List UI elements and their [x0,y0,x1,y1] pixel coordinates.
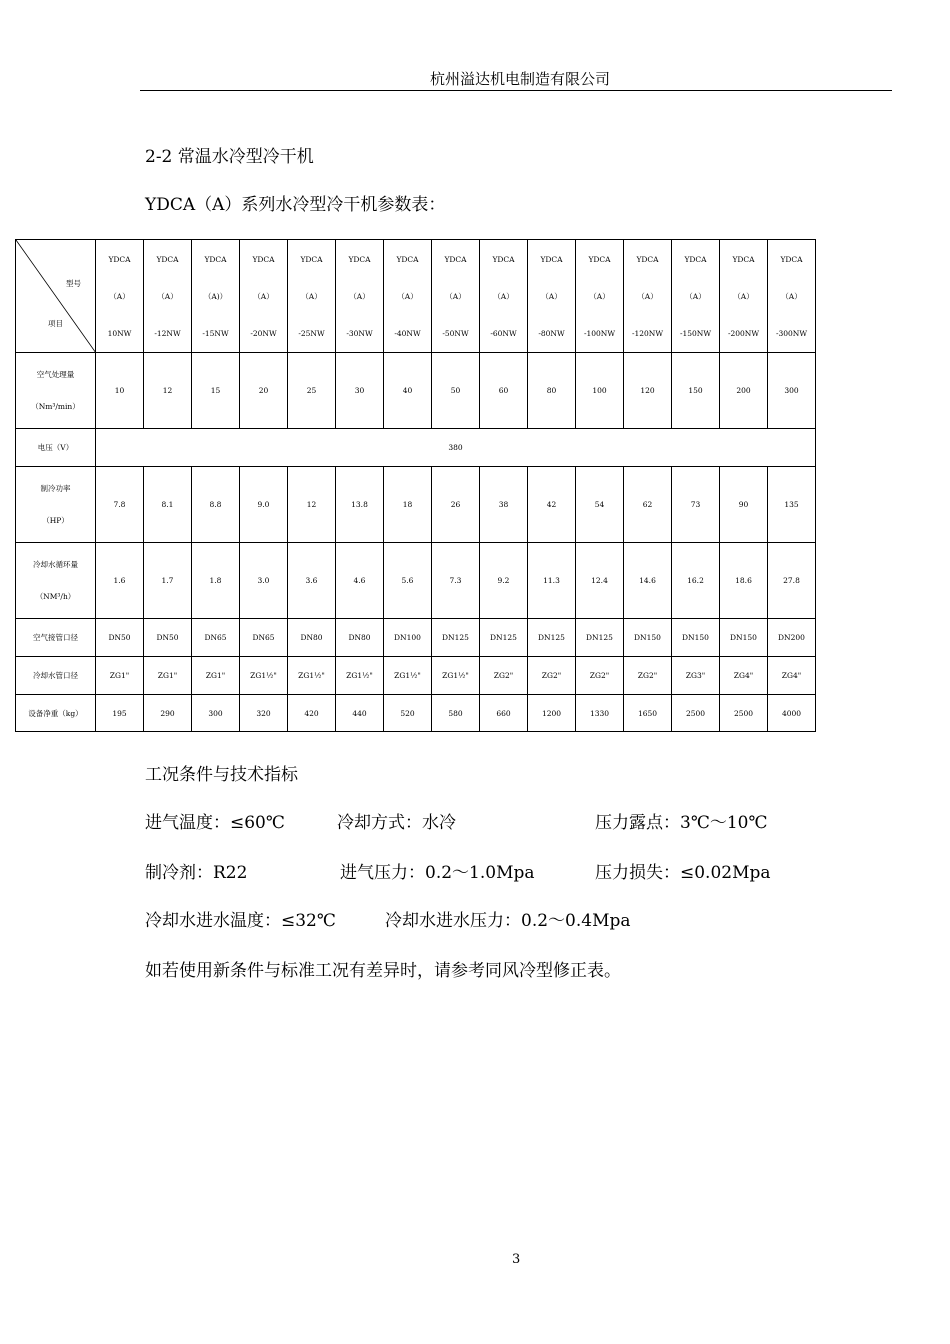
water-flow-row [16,543,816,619]
water-pipe-label: 冷却水管口径 [16,657,96,695]
weight-cell: 660 [480,695,528,732]
water-flow-label [16,543,96,619]
inlet-temp: 进气温度：≤60℃ [145,813,285,833]
model-cell [144,240,192,353]
water-flow-cell: 1.6 [96,543,144,619]
model-l3: -30NW [346,328,373,338]
air-pipe-cell: DN65 [240,619,288,657]
air-pipe-cell: DN65 [192,619,240,657]
water-pipe-cell: ZG1½" [336,657,384,695]
air-pipe-cell: DN50 [144,619,192,657]
model-l3: -12NW [154,328,181,338]
company-name: 杭州溢达机电制造有限公司 [430,70,611,88]
water-flow-cell: 3.6 [288,543,336,619]
air-flow-cell: 25 [288,353,336,429]
water-pipe-cell: ZG1" [144,657,192,695]
corner-header-cell [16,240,96,353]
cooling-power-cell: 38 [480,467,528,543]
water-inlet-temp: 冷却水进水温度：≤32℃ [145,911,336,931]
water-pipe-cell: ZG2" [624,657,672,695]
air-pipe-row [16,619,816,657]
air-pipe-cell: DN150 [720,619,768,657]
weight-cell: 440 [336,695,384,732]
water-pipe-cell: ZG1½" [240,657,288,695]
model-l1: YDCA [204,254,227,264]
air-flow-cell: 80 [528,353,576,429]
model-cell [624,240,672,353]
model-cell [528,240,576,353]
model-l2: （A） [589,291,610,301]
water-flow-cell: 16.2 [672,543,720,619]
model-l2: （A） [445,291,466,301]
cooling-power-label-1: 制冷功率 [40,483,71,493]
water-flow-cell: 1.8 [192,543,240,619]
cooling-power-row [16,467,816,543]
model-cell [768,240,816,353]
air-flow-cell: 120 [624,353,672,429]
water-flow-label-1: 冷却水循环量 [33,559,78,569]
refrigerant: 制冷剂：R22 [145,863,248,883]
model-l2: （A)） [203,291,228,301]
water-flow-cell: 18.6 [720,543,768,619]
cooling-method: 冷却方式：水冷 [337,813,456,833]
weight-cell: 1330 [576,695,624,732]
water-flow-cell: 1.7 [144,543,192,619]
model-l1: YDCA [780,254,803,264]
model-cell [336,240,384,353]
weight-cell: 4000 [768,695,816,732]
conditions-line-2 [145,858,845,882]
weight-row [16,695,816,732]
water-flow-cell: 4.6 [336,543,384,619]
model-l1: YDCA [156,254,179,264]
water-inlet-pressure: 冷却水进水压力：0.2～0.4Mpa [385,911,631,931]
water-pipe-cell: ZG3" [672,657,720,695]
cooling-power-cell: 13.8 [336,467,384,543]
weight-label: 设备净重（kg） [16,695,96,732]
model-l1: YDCA [396,254,419,264]
water-flow-cell: 14.6 [624,543,672,619]
cooling-power-cell: 7.8 [96,467,144,543]
model-l2: （A） [781,291,802,301]
model-l3: -100NW [583,328,616,338]
water-pipe-cell: ZG2" [576,657,624,695]
page-header [140,68,892,91]
conditions-line-3 [145,906,845,930]
page-number: 3 [512,1252,521,1267]
conditions-title: 工况条件与技术指标 [145,765,298,785]
weight-cell: 1200 [528,695,576,732]
cooling-power-cell: 8.8 [192,467,240,543]
air-pipe-cell: DN125 [576,619,624,657]
voltage-value: 380 [96,429,816,467]
cooling-power-cell: 73 [672,467,720,543]
air-flow-cell: 100 [576,353,624,429]
model-l1: YDCA [108,254,131,264]
model-l3: -150NW [679,328,712,338]
cooling-power-label [16,467,96,543]
model-l2: （A） [301,291,322,301]
pressure-loss: 压力损失：≤0.02Mpa [595,863,771,883]
model-cell [96,240,144,353]
weight-cell: 2500 [672,695,720,732]
air-flow-cell: 20 [240,353,288,429]
air-pipe-label: 空气接管口径 [16,619,96,657]
model-cell [480,240,528,353]
air-flow-cell: 40 [384,353,432,429]
air-flow-cell: 150 [672,353,720,429]
water-pipe-cell: ZG1½" [288,657,336,695]
air-flow-row [16,353,816,429]
cooling-power-cell: 26 [432,467,480,543]
model-cell [576,240,624,353]
model-row [16,240,816,353]
air-pipe-cell: DN125 [528,619,576,657]
model-l1: YDCA [492,254,515,264]
water-flow-label-2: （NM³/h） [35,591,76,601]
water-flow-cell: 11.3 [528,543,576,619]
model-cell [672,240,720,353]
water-pipe-cell: ZG4" [720,657,768,695]
water-flow-cell: 5.6 [384,543,432,619]
water-flow-cell: 3.0 [240,543,288,619]
air-pipe-cell: DN150 [672,619,720,657]
corner-item-label: 项目 [48,319,63,328]
cooling-power-cell: 9.0 [240,467,288,543]
cooling-power-cell: 62 [624,467,672,543]
weight-cell: 300 [192,695,240,732]
model-cell [192,240,240,353]
parameter-table [15,239,816,732]
model-l3: -80NW [538,328,565,338]
water-flow-cell: 7.3 [432,543,480,619]
air-flow-cell: 50 [432,353,480,429]
model-l1: YDCA [636,254,659,264]
cooling-power-cell: 135 [768,467,816,543]
air-pipe-cell: DN200 [768,619,816,657]
air-flow-label [16,353,96,429]
model-cell [384,240,432,353]
model-l3: -200NW [727,328,760,338]
model-l3: -60NW [490,328,517,338]
note-text: 如若使用新条件与标准工况有差异时，请参考同风冷型修正表。 [145,961,621,981]
weight-cell: 520 [384,695,432,732]
cooling-power-cell: 42 [528,467,576,543]
model-l3: -25NW [298,328,325,338]
cooling-power-label-2: （HP） [42,515,69,525]
air-flow-cell: 60 [480,353,528,429]
model-l2: （A） [637,291,658,301]
model-l2: （A） [109,291,130,301]
model-l3: -20NW [250,328,277,338]
water-flow-cell: 27.8 [768,543,816,619]
weight-cell: 420 [288,695,336,732]
air-pipe-cell: DN125 [432,619,480,657]
model-l1: YDCA [588,254,611,264]
air-flow-cell: 12 [144,353,192,429]
weight-cell: 290 [144,695,192,732]
dew-point: 压力露点：3℃～10℃ [595,813,768,833]
model-cell [288,240,336,353]
model-cell [720,240,768,353]
model-l2: （A） [541,291,562,301]
air-flow-label-1: 空气处理量 [36,369,75,379]
conditions-line-1 [145,808,845,832]
air-flow-label-2: （Nm³/min） [31,401,80,411]
diagonal-divider [16,240,96,353]
model-l1: YDCA [348,254,371,264]
water-pipe-cell: ZG2" [480,657,528,695]
air-flow-cell: 15 [192,353,240,429]
water-flow-cell: 9.2 [480,543,528,619]
model-l1: YDCA [540,254,563,264]
air-flow-cell: 300 [768,353,816,429]
model-l3: 10NW [107,328,132,338]
model-l2: （A） [397,291,418,301]
water-pipe-row [16,657,816,695]
cooling-power-cell: 12 [288,467,336,543]
inlet-pressure: 进气压力：0.2～1.0Mpa [340,863,535,883]
cooling-power-cell: 18 [384,467,432,543]
air-flow-cell: 30 [336,353,384,429]
model-l2: （A） [157,291,178,301]
table-title: YDCA（A）系列水冷型冷干机参数表： [145,195,446,215]
model-l1: YDCA [252,254,275,264]
air-pipe-cell: DN125 [480,619,528,657]
air-flow-cell: 200 [720,353,768,429]
water-pipe-cell: ZG1½" [384,657,432,695]
weight-cell: 320 [240,695,288,732]
weight-cell: 2500 [720,695,768,732]
model-l2: （A） [349,291,370,301]
air-pipe-cell: DN50 [96,619,144,657]
cooling-power-cell: 8.1 [144,467,192,543]
model-l3: -15NW [202,328,229,338]
air-pipe-cell: DN150 [624,619,672,657]
weight-cell: 580 [432,695,480,732]
model-l1: YDCA [684,254,707,264]
section-title: 2-2 常温水冷型冷干机 [145,147,314,167]
model-l3: -120NW [631,328,664,338]
weight-cell: 1650 [624,695,672,732]
voltage-row [16,429,816,467]
cooling-power-cell: 54 [576,467,624,543]
water-pipe-cell: ZG1" [96,657,144,695]
model-l3: -50NW [442,328,469,338]
cooling-power-cell: 90 [720,467,768,543]
corner-model-label: 型号 [66,279,81,288]
voltage-label: 电压（V） [16,429,96,467]
model-l3: -300NW [775,328,808,338]
water-flow-cell: 12.4 [576,543,624,619]
water-pipe-cell: ZG1½" [432,657,480,695]
model-cell [240,240,288,353]
model-l2: （A） [253,291,274,301]
weight-cell: 195 [96,695,144,732]
water-pipe-cell: ZG1" [192,657,240,695]
model-l2: （A） [685,291,706,301]
model-cell [432,240,480,353]
model-l1: YDCA [732,254,755,264]
model-l1: YDCA [444,254,467,264]
model-l2: （A） [733,291,754,301]
air-pipe-cell: DN80 [288,619,336,657]
model-l3: -40NW [394,328,421,338]
model-l2: （A） [493,291,514,301]
air-pipe-cell: DN100 [384,619,432,657]
water-pipe-cell: ZG2" [528,657,576,695]
model-l1: YDCA [300,254,323,264]
water-pipe-cell: ZG4" [768,657,816,695]
air-flow-cell: 10 [96,353,144,429]
air-pipe-cell: DN80 [336,619,384,657]
